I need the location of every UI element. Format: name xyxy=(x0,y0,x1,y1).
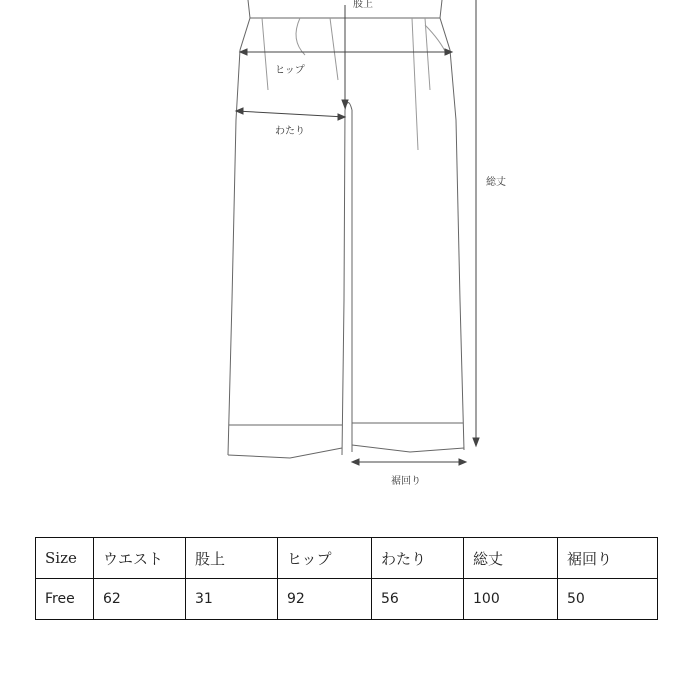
header-cell-length: 総丈 xyxy=(464,538,558,579)
header-cell-thigh: わたり xyxy=(372,538,464,579)
header-cell-rise: 股上 xyxy=(186,538,278,579)
hem-label: 裾回り xyxy=(391,476,421,487)
right-hem-line xyxy=(352,445,464,452)
hip-arrow xyxy=(240,49,452,55)
hip-label: ヒップ xyxy=(275,65,305,76)
rise-arrow xyxy=(342,5,348,108)
cell-hem: 50 xyxy=(558,579,658,620)
left-leg-inner-line xyxy=(342,110,345,455)
cell-waist: 62 xyxy=(94,579,186,620)
cell-thigh: 56 xyxy=(372,579,464,620)
cell-hip: 92 xyxy=(278,579,372,620)
header-cell-size: Size xyxy=(36,538,94,579)
thigh-label: わたり xyxy=(275,126,305,137)
table-row xyxy=(36,579,658,620)
cell-rise: 31 xyxy=(186,579,278,620)
cell-length: 100 xyxy=(464,579,558,620)
cell-size: Free xyxy=(36,579,94,620)
size-table-header-row xyxy=(36,538,658,579)
thigh-arrow xyxy=(236,108,345,120)
length-arrow xyxy=(473,0,479,446)
header-cell-waist: ウエスト xyxy=(94,538,186,579)
right-leg-outer-line xyxy=(450,50,464,450)
hem-arrow xyxy=(352,459,466,465)
rise-label: 股上 xyxy=(353,0,373,10)
left-hem-line xyxy=(228,448,342,458)
header-cell-hem: 裾回り xyxy=(558,538,658,579)
header-cell-hip: ヒップ xyxy=(278,538,372,579)
length-label: 総丈 xyxy=(486,177,506,188)
size-table xyxy=(35,537,658,620)
